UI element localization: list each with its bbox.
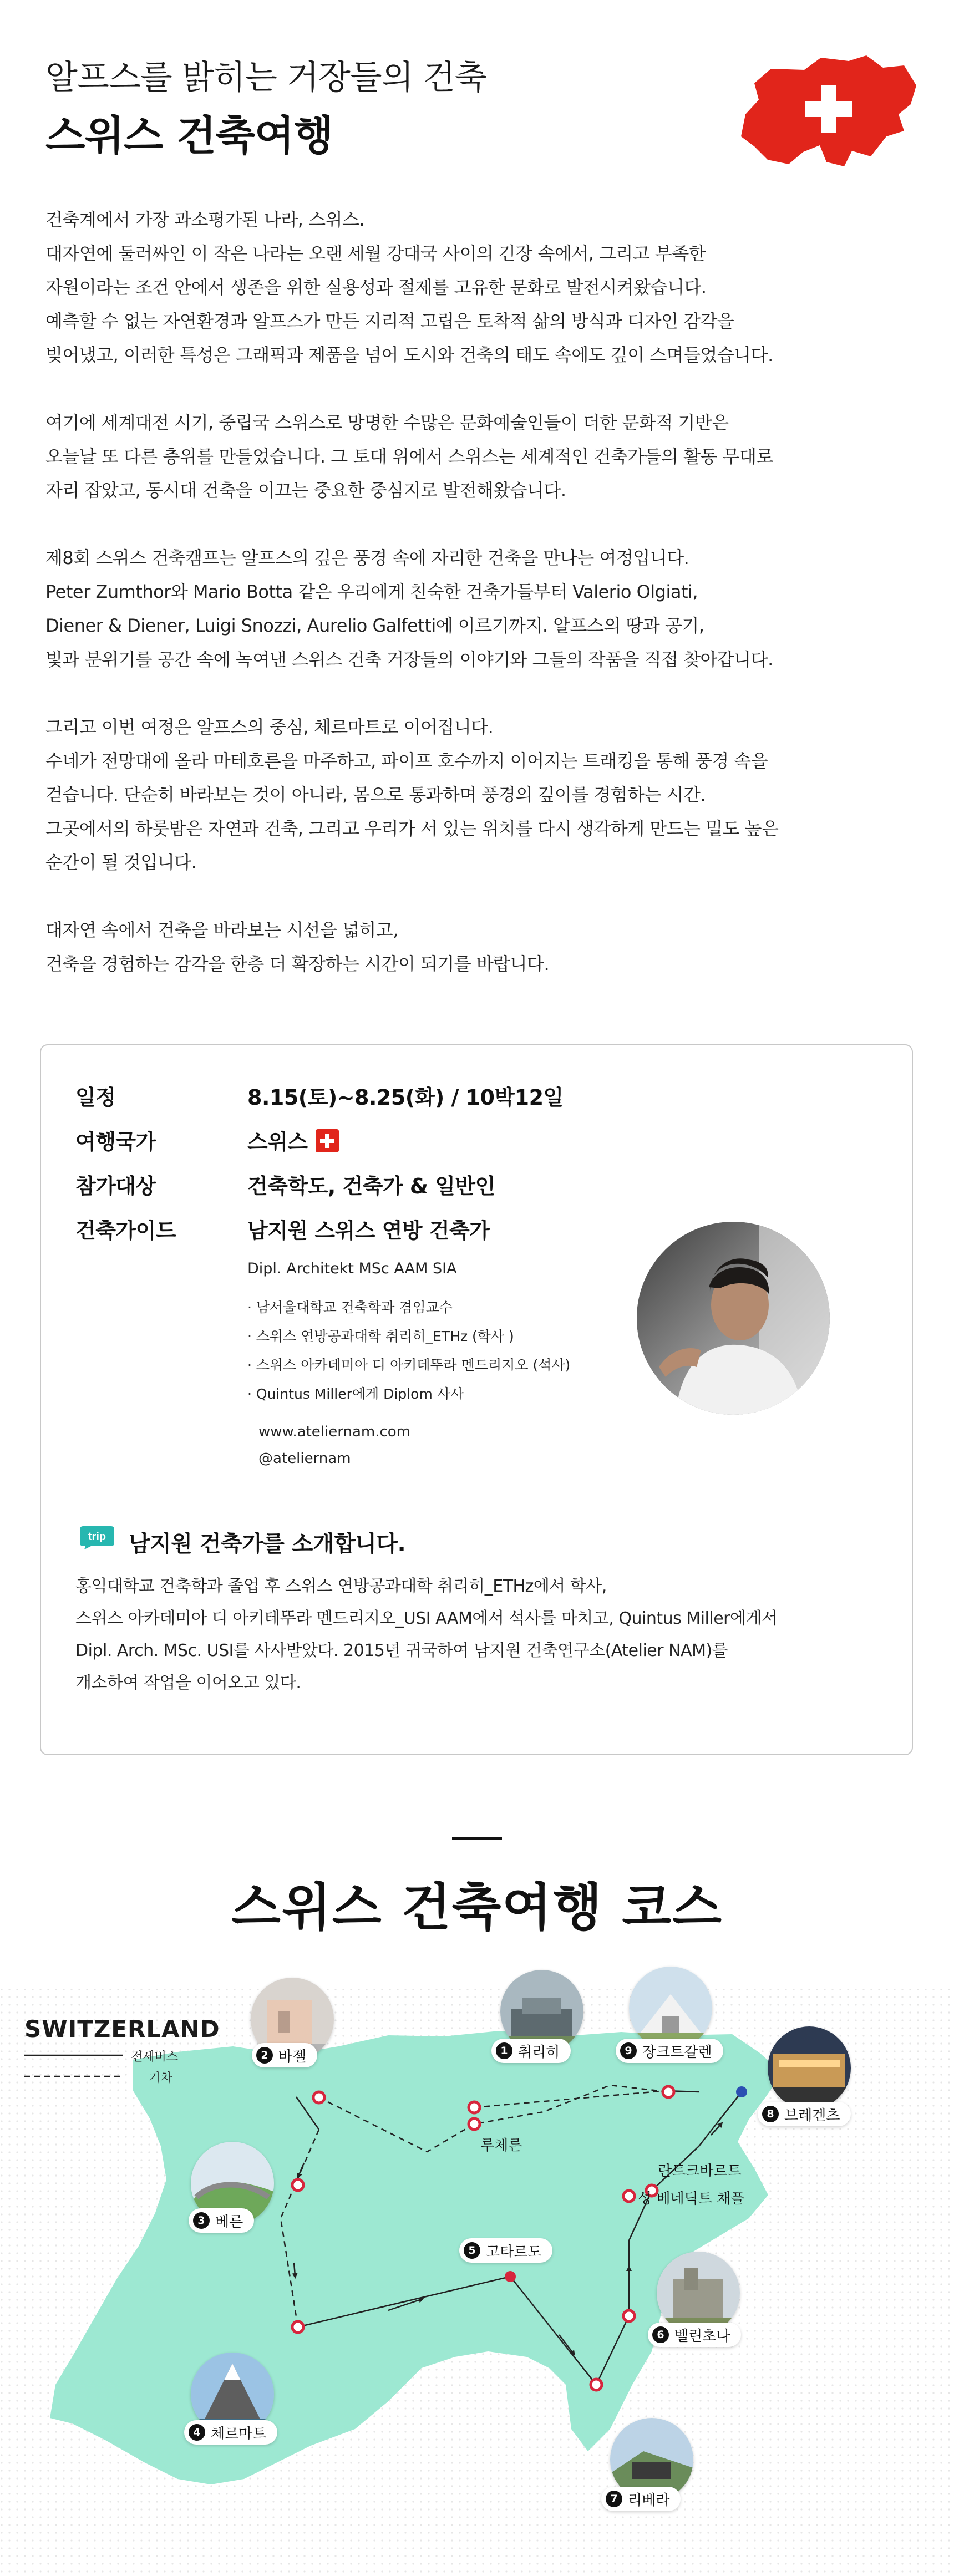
bio-line: 홍익대학교 건축학과 졸업 후 스위스 연방공과대학 취리히_ETHz에서 학사, <box>75 1577 607 1596</box>
stop-name: 베른 <box>215 2213 243 2230</box>
stop-number: 7 <box>606 2491 622 2507</box>
section-divider <box>452 1837 502 1840</box>
intro-line: 걷습니다. 단순히 바라보는 것이 아니라, 몸으로 통과하며 풍경의 깊이를 경험하는 시간. <box>45 784 706 805</box>
guide-credentials <box>247 1293 570 1409</box>
intro-line: 예측할 수 없는 자연환경과 알프스가 만든 지리적 고립은 토착적 삶의 방식과 디자인 감각을 <box>45 311 734 332</box>
stop-name: 리베라 <box>628 2492 670 2509</box>
schedule-value: 8.15(토)~8.25(화) / 10박12일 <box>247 1085 564 1110</box>
intro-line: 대자연 속에서 건축을 바라보는 시선을 넓히고, <box>45 919 398 941</box>
stop-dot-zurich <box>469 2102 480 2113</box>
country-label: 여행국가 <box>75 1130 156 1154</box>
stop-label-basel <box>252 2043 317 2067</box>
stop-dot-stgallen <box>663 2086 674 2097</box>
stop-name: 고타르도 <box>486 2243 542 2260</box>
bio-line: 스위스 아카데미아 디 아키테뚜라 멘드리지오_USI AAM에서 석사를 마치고, Quintus Miller에게서 <box>75 1609 778 1628</box>
intro-line: 빛과 분위기를 공간 속에 녹여낸 스위스 건축 거장들의 이야기와 그들의 작품을 직접 찾아갑니다. <box>45 649 773 670</box>
guide-portrait <box>637 1222 830 1415</box>
stop-label-bregenz <box>758 2102 851 2126</box>
guide-label: 건축가이드 <box>75 1218 176 1243</box>
stop-number: 4 <box>189 2424 205 2441</box>
stop-dot-riviera <box>591 2379 602 2390</box>
intro-line: 자리 잡았고, 동시대 건축을 이끄는 중요한 중심지로 발전해왔습니다. <box>45 480 566 501</box>
stop-dot-lucerne <box>469 2118 480 2130</box>
credential-item: · Quintus Miller에게 Diplom 사사 <box>247 1386 464 1402</box>
bio-line: Dipl. Arch. MSc. USI를 사사받았다. 2015년 귀국하여 남지원 건축연구소(Atelier NAM)를 <box>75 1641 728 1660</box>
intro-line: 건축을 경험하는 감각을 한층 더 확장하는 시간이 되기를 바랍니다. <box>45 953 550 974</box>
page-subtitle: 알프스를 밝히는 거장들의 건축 <box>45 58 486 97</box>
architect-intro-heading: 남지원 건축가를 소개합니다. <box>129 1531 406 1557</box>
legend-train: 기차 <box>149 2071 172 2085</box>
stop-name: 장크트갈렌 <box>642 2044 712 2061</box>
page-title: 스위스 건축여행 <box>45 112 333 160</box>
stop-dot-zermatt <box>292 2321 303 2333</box>
stop-number: 9 <box>620 2042 637 2059</box>
stop-name: 브레겐츠 <box>784 2107 840 2124</box>
intro-paragraph <box>45 541 922 677</box>
guide-name: 남지원 스위스 연방 건축가 <box>247 1218 490 1243</box>
stop-label-zurich <box>491 2039 571 2063</box>
instagram-handle[interactable]: @ateliernam <box>258 1450 351 1467</box>
stop-label-landquart: 란트크바르트 <box>658 2163 742 2179</box>
trip-badge-icon <box>79 1524 115 1549</box>
stop-name: 바젤 <box>278 2048 307 2065</box>
intro-line: 수네가 전망대에 올라 마테호른을 마주하고, 파이프 호수까지 이어지는 트래킹을 통해 풍경 속을 <box>45 750 768 771</box>
legend-bus: 전세버스 <box>131 2050 179 2064</box>
intro-line: 여기에 세계대전 시기, 중립국 스위스로 망명한 수많은 문화예술인들이 더한 문화적 기반은 <box>45 412 729 433</box>
stop-dot-bellinzona <box>623 2310 635 2321</box>
country-text: 스위스 <box>247 1130 308 1154</box>
intro-line: 건축계에서 가장 과소평가된 나라, 스위스. <box>45 209 365 230</box>
intro-text <box>45 203 922 1015</box>
swiss-flag-icon <box>316 1129 339 1152</box>
stop-number: 2 <box>256 2047 273 2064</box>
guide-title: Dipl. Architekt MSc AAM SIA <box>247 1260 457 1277</box>
stop-label-riviera <box>601 2487 681 2511</box>
intro-line: 순간이 될 것입니다. <box>45 852 197 873</box>
intro-line: 그리고 이번 여정은 알프스의 중심, 체르마트로 이어집니다. <box>45 717 494 738</box>
course-title: 스위스 건축여행 코스 <box>231 1878 723 1937</box>
intro-paragraph <box>45 913 922 981</box>
stop-label-lucerne: 루체른 <box>480 2137 522 2154</box>
stop-dot-chapel <box>623 2191 635 2202</box>
target-label: 참가대상 <box>75 1174 156 1198</box>
stop-dot-bregenz <box>736 2086 747 2097</box>
intro-paragraph <box>45 710 922 880</box>
guide-links <box>258 1419 410 1472</box>
stgallen-thumbnail <box>629 1967 712 2050</box>
stop-dot-gottardo <box>505 2271 516 2282</box>
schedule-label: 일정 <box>75 1085 116 1110</box>
intro-line: 그곳에서의 하룻밤은 자연과 건축, 그리고 우리가 서 있는 위치를 다시 생각하게 만드는 밀도 높은 <box>45 818 779 839</box>
credential-item: · 스위스 연방공과대학 취리히_ETHz (학사 ) <box>247 1328 514 1344</box>
bio-line: 개소하여 작업을 이어오고 있다. <box>75 1673 301 1693</box>
architect-bio <box>75 1571 777 1699</box>
country-map-label: SWITZERLAND <box>24 2015 220 2042</box>
stop-label-gottardo <box>459 2238 552 2263</box>
stop-dot-bern <box>292 2179 303 2191</box>
intro-line: 오늘날 또 다른 층위를 만들었습니다. 그 토대 위에서 스위스는 세계적인 건축가들의 활동 무대로 <box>45 446 773 467</box>
intro-line: Diener & Diener, Luigi Snozzi, Aurelio Galfetti에 이르기까지. 알프스의 땅과 공기, <box>45 615 704 636</box>
stop-label-bern <box>189 2208 254 2233</box>
intro-line: 자원이라는 조건 안에서 생존을 위한 실용성과 절제를 고유한 문화로 발전시켜왔습니다. <box>45 277 707 298</box>
bregenz-thumbnail <box>768 2026 851 2110</box>
intro-paragraph <box>45 406 922 507</box>
stop-number: 5 <box>464 2242 480 2259</box>
stop-label-zermatt <box>184 2420 277 2445</box>
credential-item: · 남서울대학교 건축학과 겸임교수 <box>247 1299 453 1315</box>
stop-name: 벨린초나 <box>674 2328 730 2345</box>
stop-label-benedict-chapel: 성 베네딕트 채플 <box>638 2191 745 2207</box>
stop-label-bellinzona <box>648 2323 741 2347</box>
stop-dot-basel <box>313 2092 324 2103</box>
intro-line: 대자연에 둘러싸인 이 작은 나라는 오랜 세월 강대국 사이의 긴장 속에서, 그리고 부족한 <box>45 243 706 264</box>
intro-paragraph <box>45 203 922 372</box>
stop-name: 체르마트 <box>211 2425 267 2442</box>
stop-number: 6 <box>652 2326 669 2343</box>
stop-number: 8 <box>762 2106 779 2122</box>
target-value: 건축학도, 건축가 & 일반인 <box>247 1174 495 1198</box>
swiss-flag-map-icon <box>738 53 921 170</box>
svg-text:trip: trip <box>88 1531 106 1543</box>
stop-number: 1 <box>496 2042 512 2059</box>
stop-name: 취리히 <box>518 2044 560 2061</box>
stop-label-stgallen <box>616 2039 723 2063</box>
country-value <box>247 1125 339 1155</box>
intro-line: 빚어냈고, 이러한 특성은 그래픽과 제품을 넘어 도시와 건축의 태도 속에도 깊이 스며들었습니다. <box>45 344 773 365</box>
stop-number: 3 <box>193 2212 210 2229</box>
website-link[interactable]: www.ateliernam.com <box>258 1424 411 1440</box>
intro-line: Peter Zumthor와 Mario Botta 같은 우리에게 친숙한 건축가들부터 Valerio Olgiati, <box>45 581 698 602</box>
credential-item: · 스위스 아카데미아 디 아키테뚜라 멘드리지오 (석사) <box>247 1357 571 1373</box>
intro-line: 제8회 스위스 건축캠프는 알프스의 깊은 풍경 속에 자리한 건축을 만나는 여정입니다. <box>45 547 689 568</box>
